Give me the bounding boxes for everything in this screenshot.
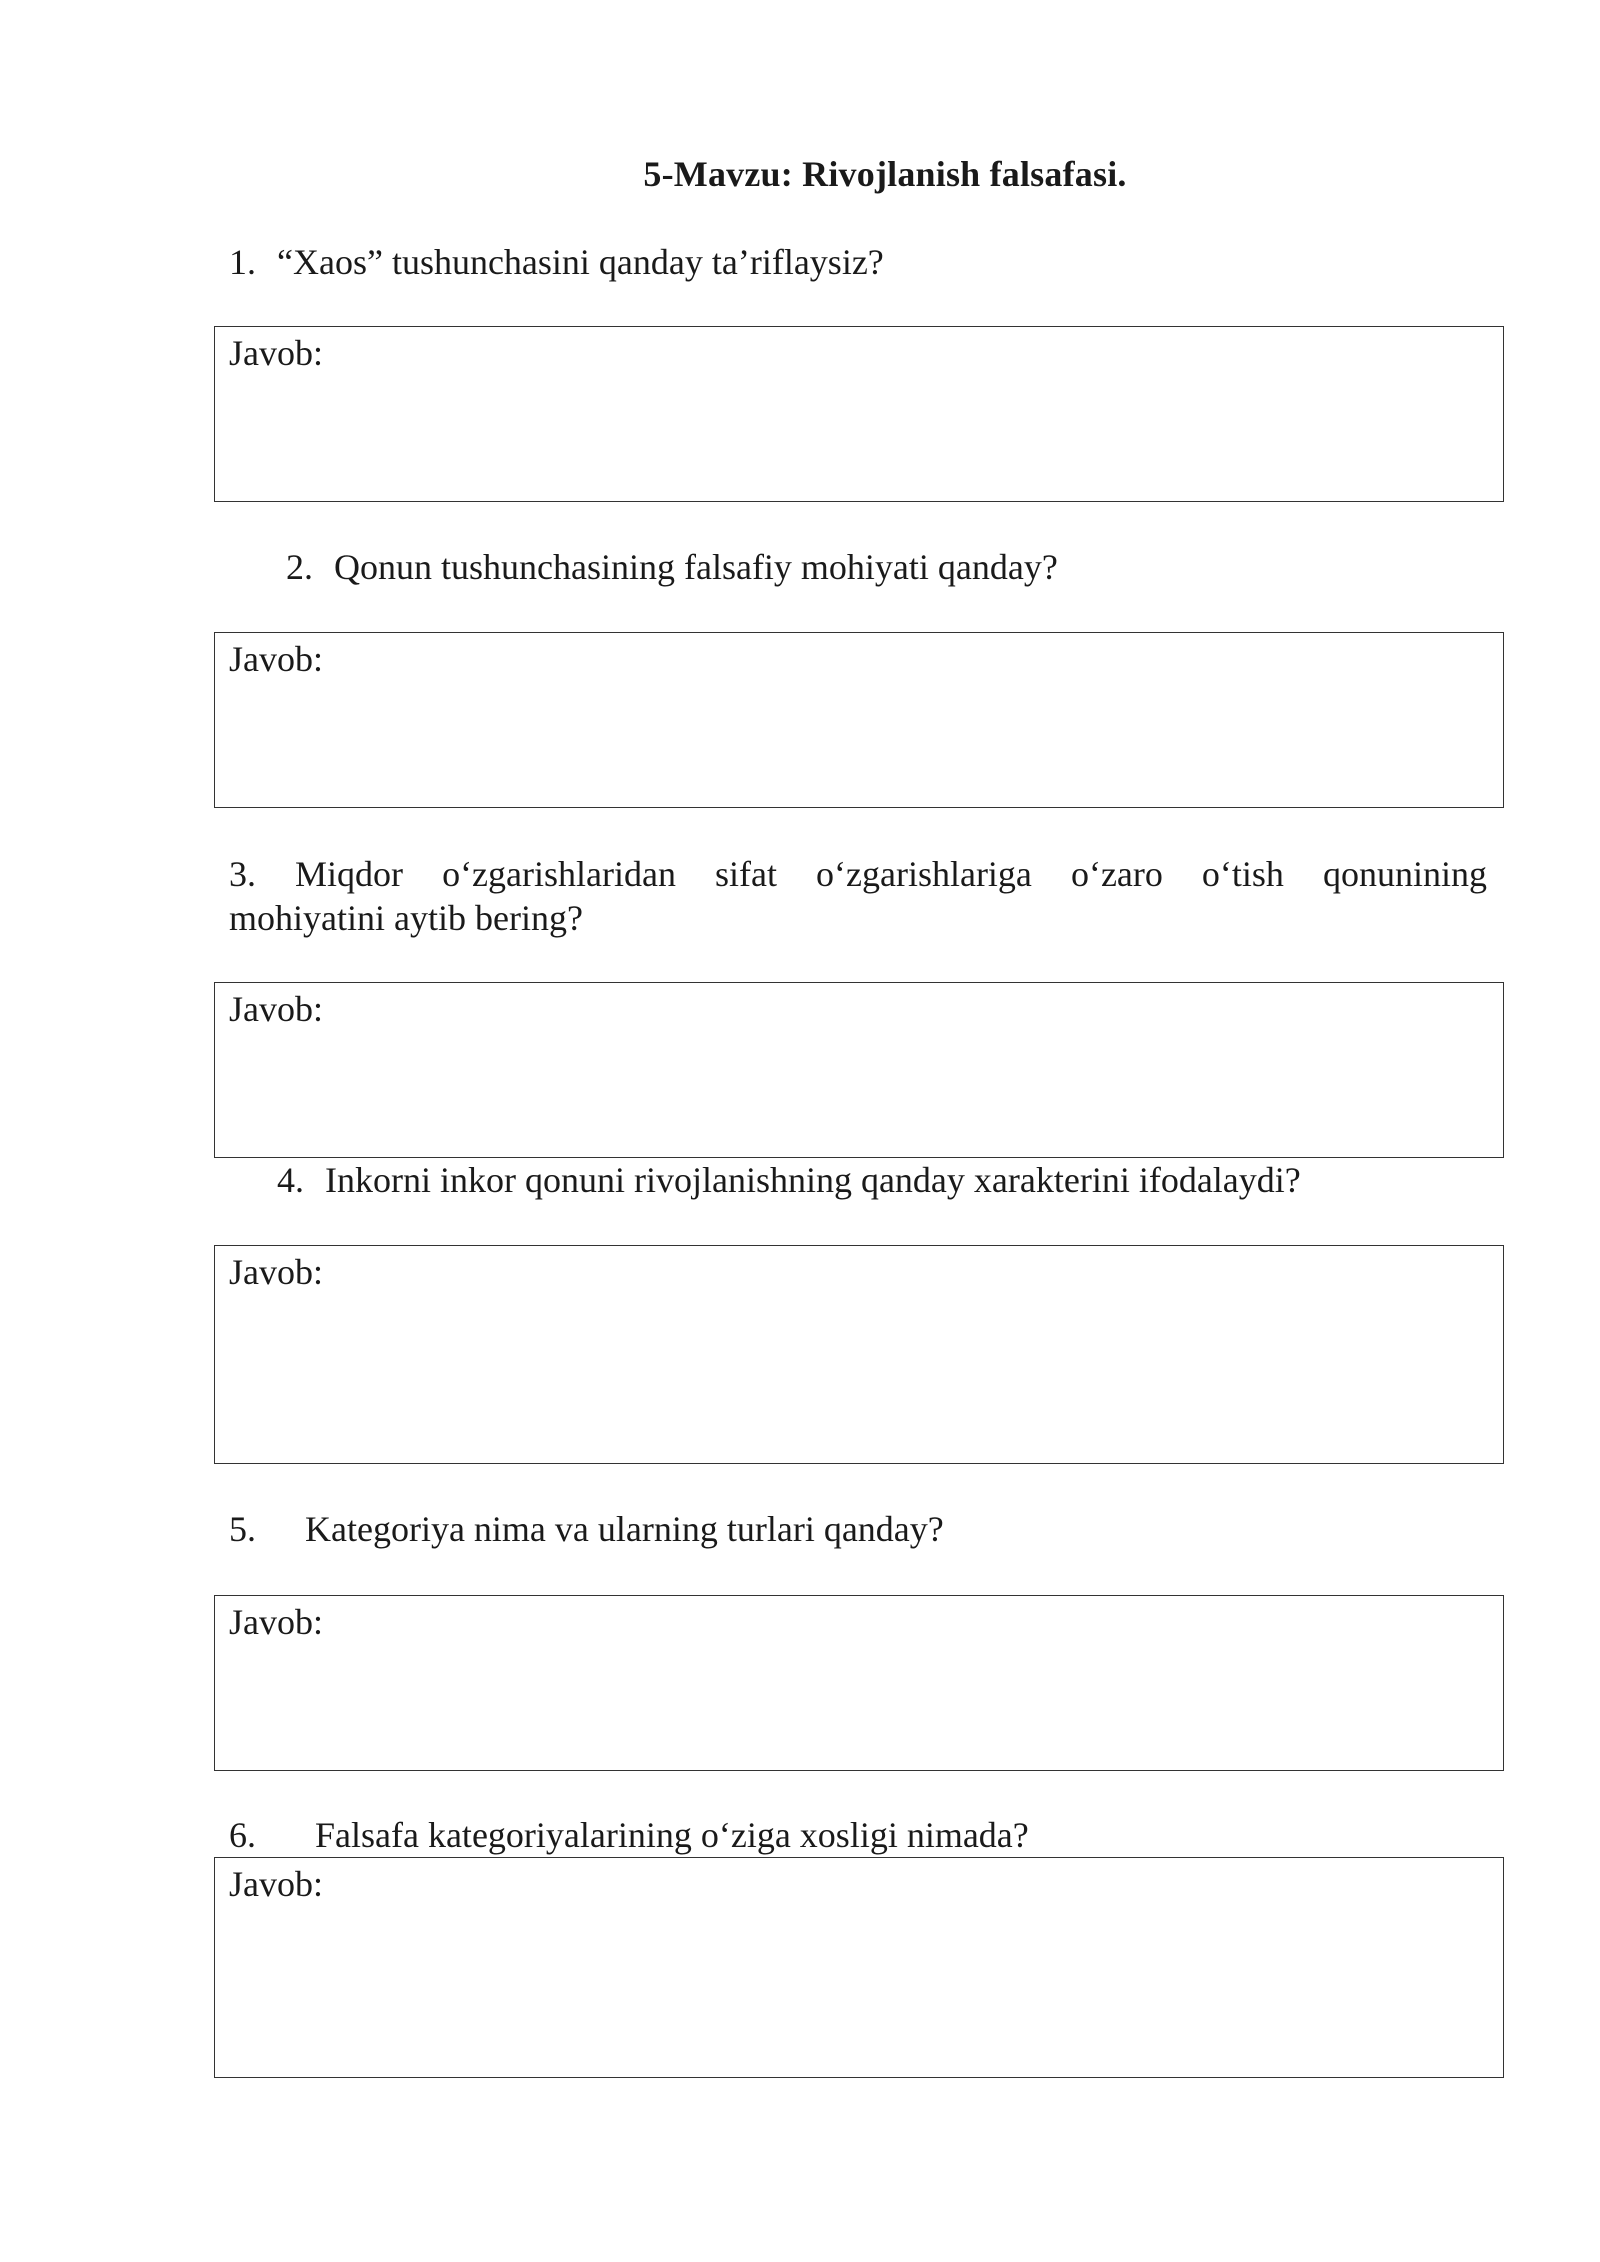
question-word: qonunining [1322,854,1487,894]
answer-box-4[interactable] [214,1245,1504,1464]
question-number: 1. [229,242,256,282]
answer-label: Javob: [229,1602,323,1642]
question-number: 3. [229,854,256,894]
question-4 [277,1158,1301,1202]
answer-box-2[interactable] [214,632,1504,808]
question-5 [229,1507,944,1551]
question-number: 2. [286,547,313,587]
answer-box-6[interactable] [214,1857,1504,2078]
answer-label: Javob: [229,639,323,679]
answer-label: Javob: [229,989,323,1029]
question-number: 6. [229,1815,256,1855]
question-number: 4. [277,1160,304,1200]
question-6 [229,1813,1029,1857]
answer-label: Javob: [229,1864,323,1904]
question-word: Miqdor [295,854,404,894]
question-text: Inkorni inkor qonuni rivojlanishning qanday xarakterini ifodalaydi? [325,1160,1301,1200]
question-text: Falsafa kategoriyalarining o‘ziga xosligi nimada? [315,1815,1029,1855]
question-word: o‘zaro [1070,854,1163,894]
answer-label: Javob: [229,333,323,373]
question-text-line2: mohiyatini aytib bering? [229,898,583,938]
answer-label: Javob: [229,1252,323,1292]
question-number: 5. [229,1509,256,1549]
question-word: o‘zgarishlaridan [442,854,676,894]
question-2 [286,545,1058,589]
question-word: o‘tish [1201,854,1284,894]
question-3 [229,852,1487,940]
answer-box-1[interactable] [214,326,1504,502]
page-title: 5-Mavzu: Rivojlanish falsafasi. [643,154,1127,194]
answer-box-5[interactable] [214,1595,1504,1771]
answer-box-3[interactable] [214,982,1504,1158]
question-word: o‘zgarishlariga [816,854,1032,894]
question-word: sifat [715,854,777,894]
question-1 [229,240,884,284]
question-text: Kategoriya nima va ularning turlari qanday? [305,1509,944,1549]
question-text: “Xaos” tushunchasini qanday ta’riflaysiz? [277,242,884,282]
question-text: Qonun tushunchasining falsafiy mohiyati qanday? [334,547,1058,587]
